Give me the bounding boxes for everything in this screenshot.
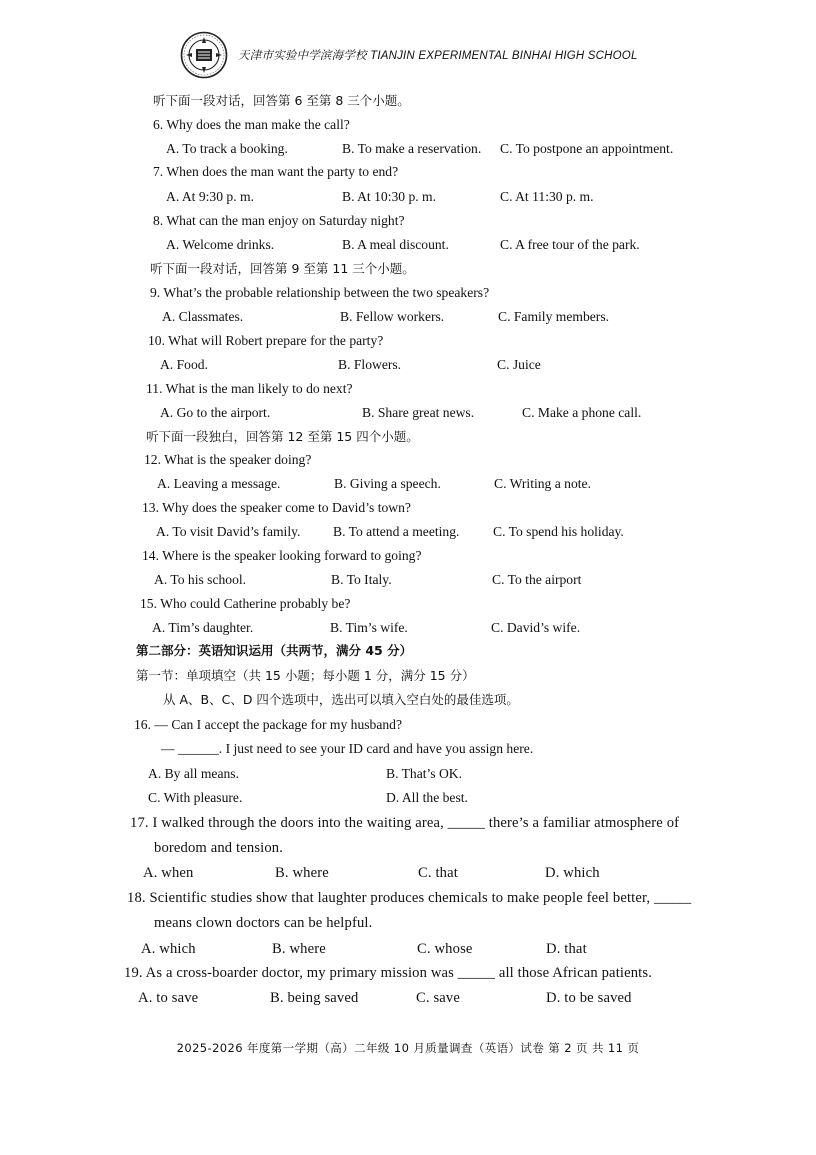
option-14b: B. To Italy. bbox=[331, 572, 392, 587]
option-8a: A. Welcome drinks. bbox=[166, 237, 275, 252]
option-17d: D. which bbox=[545, 865, 600, 881]
page-footer: 2025-2026 年度第一学期（高）二年级 10 月质量调查（英语）试卷 第 2 页 共 11 页 bbox=[176, 1041, 640, 1055]
option-19a: A. to save bbox=[138, 990, 199, 1006]
option-10b: B. Flowers. bbox=[338, 357, 402, 372]
option-16b: B. That’s OK. bbox=[386, 766, 463, 781]
option-6a: A. To track a booking. bbox=[166, 141, 288, 156]
question-7: 7. When does the man want the party to end? bbox=[153, 164, 399, 179]
option-7c: C. At 11:30 p. m. bbox=[500, 189, 594, 204]
question-18-line1: 18. Scientific studies show that laughter produces chemicals to make people feel better, _____ bbox=[127, 890, 692, 906]
option-16a: A. By all means. bbox=[148, 766, 239, 781]
option-9a: A. Classmates. bbox=[162, 309, 244, 324]
question-6: 6. Why does the man make the call? bbox=[153, 117, 350, 132]
question-18-line2: means clown doctors can be helpful. bbox=[154, 915, 373, 931]
option-11b: B. Share great news. bbox=[362, 405, 475, 420]
option-13a: A. To visit David’s family. bbox=[156, 524, 301, 539]
school-name: 天津市实验中学滨海学校 TIANJIN EXPERIMENTAL BINHAI HIGH SCHOOL bbox=[238, 50, 638, 62]
question-17-line1: 17. I walked through the doors into the waiting area, _____ there’s a familiar atmosphere of bbox=[130, 815, 680, 831]
option-7a: A. At 9:30 p. m. bbox=[166, 189, 254, 204]
option-12a: A. Leaving a message. bbox=[157, 476, 281, 491]
option-12c: C. Writing a note. bbox=[494, 476, 591, 491]
directions-9-11: 听下面一段对话，回答第 9 至第 11 三个小题。 bbox=[150, 261, 415, 276]
question-15: 15. Who could Catherine probably be? bbox=[140, 596, 351, 611]
question-19: 19. As a cross-boarder doctor, my primary mission was _____ all those African patients. bbox=[124, 965, 653, 981]
option-6c: C. To postpone an appointment. bbox=[500, 141, 674, 156]
option-16c: C. With pleasure. bbox=[148, 790, 243, 805]
option-15c: C. David’s wife. bbox=[491, 620, 581, 635]
question-11: 11. What is the man likely to do next? bbox=[146, 381, 353, 396]
question-17-line2: boredom and tension. bbox=[154, 840, 284, 856]
option-17b: B. where bbox=[275, 865, 329, 881]
part2-title: 第二部分：英语知识运用（共两节，满分 45 分） bbox=[136, 643, 413, 658]
option-9b: B. Fellow workers. bbox=[340, 309, 445, 324]
option-18d: D. that bbox=[546, 941, 587, 957]
option-7b: B. At 10:30 p. m. bbox=[342, 189, 437, 204]
option-13c: C. To spend his holiday. bbox=[493, 524, 624, 539]
option-19d: D. to be saved bbox=[546, 990, 632, 1006]
option-19c: C. save bbox=[416, 990, 461, 1006]
option-18b: B. where bbox=[272, 941, 326, 957]
option-14c: C. To the airport bbox=[492, 572, 582, 587]
option-11c: C. Make a phone call. bbox=[522, 405, 642, 420]
option-6b: B. To make a reservation. bbox=[342, 141, 482, 156]
option-13b: B. To attend a meeting. bbox=[333, 524, 460, 539]
option-11a: A. Go to the airport. bbox=[160, 405, 271, 420]
question-16-line1: 16. — Can I accept the package for my husband? bbox=[134, 717, 402, 732]
question-13: 13. Why does the speaker come to David’s town? bbox=[142, 500, 411, 515]
question-16-line2: — ______. I just need to see your ID card and have you assign here. bbox=[161, 741, 534, 756]
option-17a: A. when bbox=[143, 865, 194, 881]
option-10c: C. Juice bbox=[497, 357, 541, 372]
question-8: 8. What can the man enjoy on Saturday night? bbox=[153, 213, 405, 228]
option-15b: B. Tim’s wife. bbox=[330, 620, 408, 635]
question-14: 14. Where is the speaker looking forward to going? bbox=[142, 548, 422, 563]
option-15a: A. Tim’s daughter. bbox=[152, 620, 254, 635]
directions-6-8: 听下面一段对话，回答第 6 至第 8 三个小题。 bbox=[153, 93, 410, 108]
option-14a: A. To his school. bbox=[154, 572, 247, 587]
page-header bbox=[180, 30, 638, 80]
question-10: 10. What will Robert prepare for the party? bbox=[148, 333, 384, 348]
option-18c: C. whose bbox=[417, 941, 473, 957]
option-9c: C. Family members. bbox=[498, 309, 610, 324]
option-19b: B. being saved bbox=[270, 990, 359, 1006]
option-12b: B. Giving a speech. bbox=[334, 476, 441, 491]
question-12: 12. What is the speaker doing? bbox=[144, 452, 312, 467]
option-17c: C. that bbox=[418, 865, 458, 881]
section1-title: 第一节：单项填空（共 15 小题；每小题 1 分，满分 15 分） bbox=[136, 668, 475, 683]
option-8b: B. A meal discount. bbox=[342, 237, 449, 252]
option-18a: A. which bbox=[141, 941, 196, 957]
option-16d: D. All the best. bbox=[386, 790, 468, 805]
school-logo bbox=[180, 31, 228, 79]
option-10a: A. Food. bbox=[160, 357, 208, 372]
option-8c: C. A free tour of the park. bbox=[500, 237, 640, 252]
question-9: 9. What’s the probable relationship between the two speakers? bbox=[150, 285, 490, 300]
section1-instruction: 从 A、B、C、D 四个选项中，选出可以填入空白处的最佳选项。 bbox=[163, 692, 519, 707]
directions-12-15: 听下面一段独白，回答第 12 至第 15 四个小题。 bbox=[146, 429, 419, 444]
